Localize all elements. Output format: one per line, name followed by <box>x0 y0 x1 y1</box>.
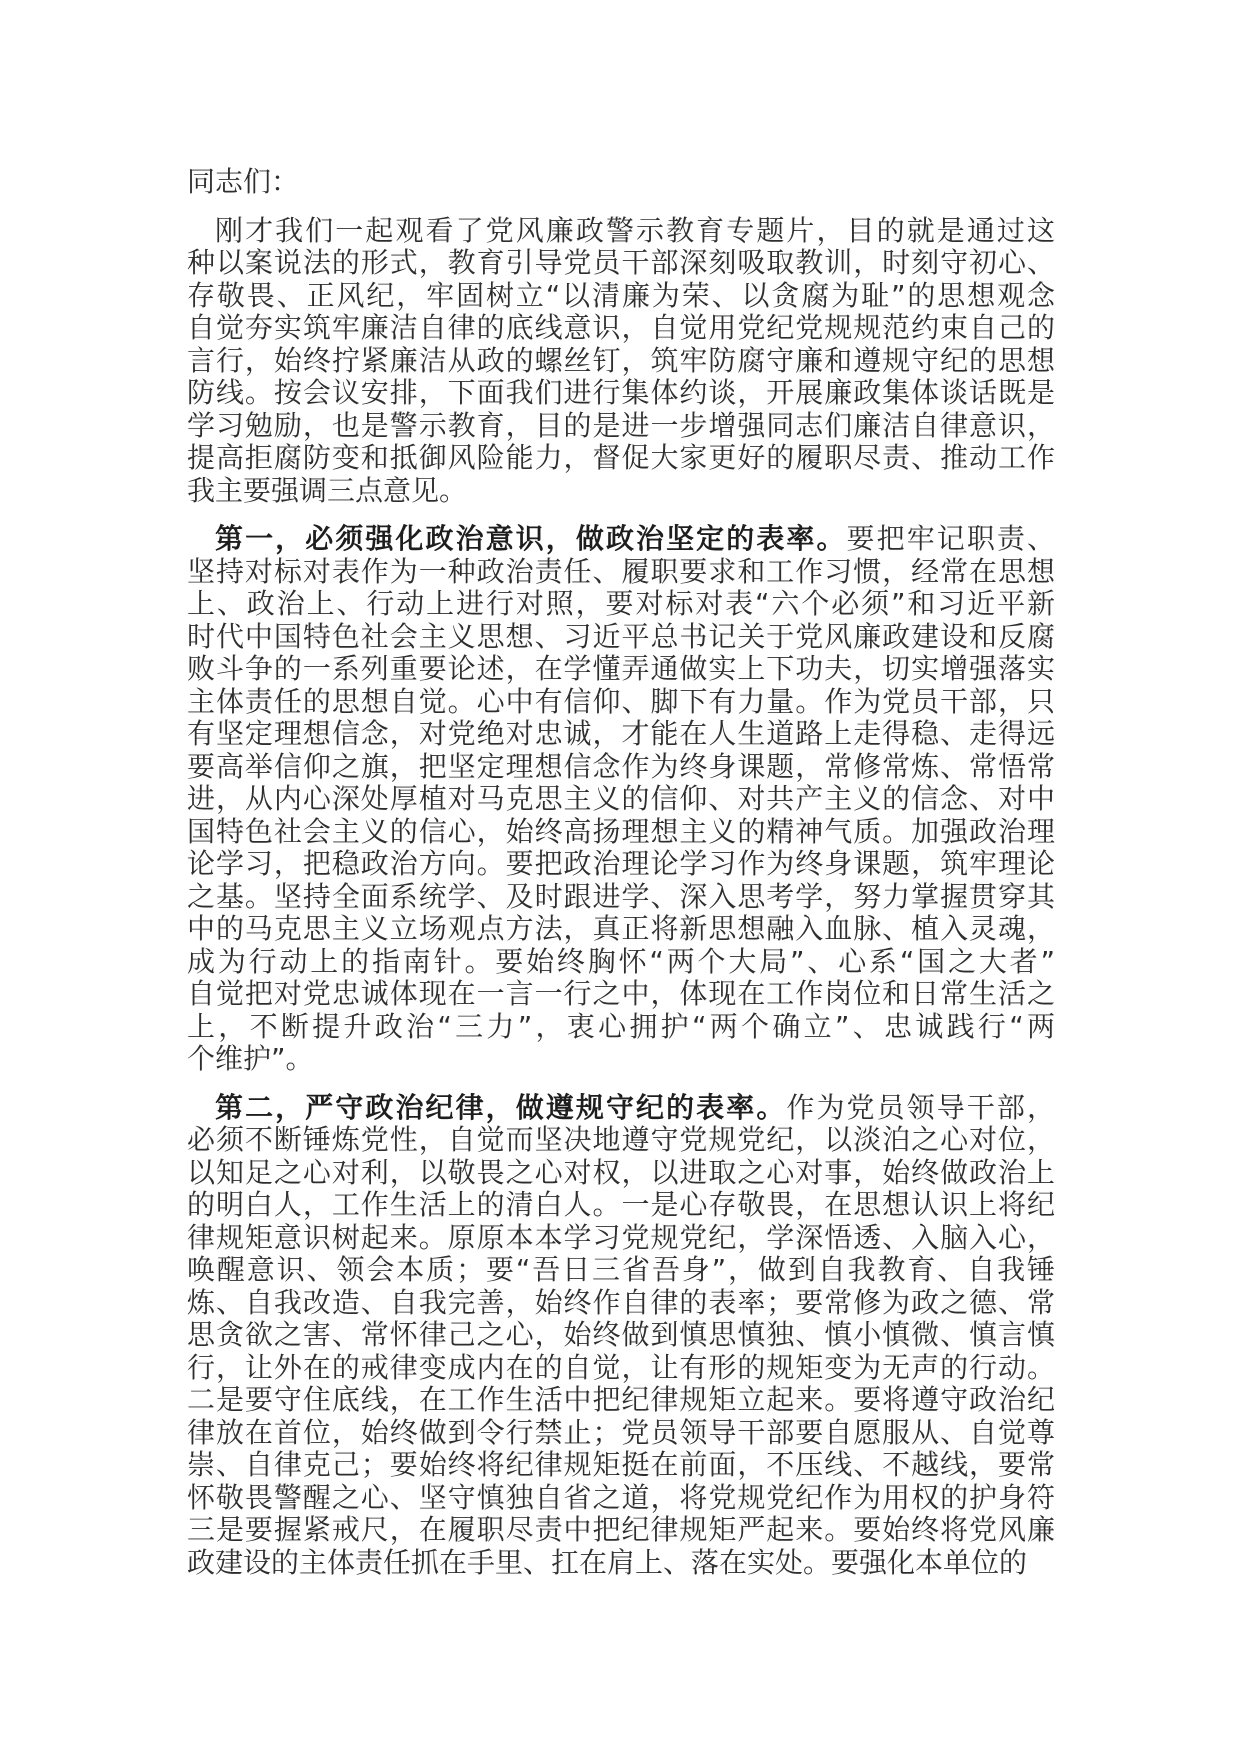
text-line <box>187 881 1055 914</box>
text-line <box>187 345 1055 378</box>
text-line <box>187 783 1055 816</box>
text-line <box>187 442 1055 475</box>
text-line <box>187 475 1055 508</box>
salutation: 同志们： <box>187 165 300 198</box>
text-line <box>187 653 1055 686</box>
text-line <box>187 946 1055 979</box>
line-text: 提高拒腐防变和抵御风险能力，督促大家更好的履职尽责、推动工作 <box>187 441 1055 474</box>
text-line <box>187 280 1055 313</box>
body-paragraph <box>187 1092 1055 1580</box>
line-text: 刚才我们一起观看了党风廉政警示教育专题片，目的就是通过这 <box>215 213 1055 247</box>
text-line <box>187 410 1055 443</box>
text-line <box>187 686 1055 719</box>
line-text: 主体责任的思想自觉。心中有信仰、脚下有力量。作为党员干部，只 <box>187 684 1055 718</box>
text-line <box>187 1449 1055 1482</box>
line-text: 有坚定理想信念，对党绝对忠诚，才能在人生道路上走得稳、走得远 <box>187 717 1055 750</box>
text-line <box>187 1514 1055 1547</box>
line-text: 坚持对标对表作为一种政治责任、履职要求和工作习惯，经常在思想 <box>187 554 1055 588</box>
line-text: 中的马克思主义立场观点方法，真正将新思想融入血脉、植入灵魂， <box>187 912 1055 945</box>
line-text: 国特色社会主义的信心，始终高扬理想主义的精神气质。加强政治理 <box>187 814 1055 848</box>
text-line <box>187 1043 1055 1076</box>
line-text: 我主要强调三点意见。 <box>187 473 468 507</box>
line-text: 二是要守住底线，在工作生活中把纪律规矩立起来。要将遵守政治纪 <box>187 1383 1055 1416</box>
line-text: 上，不断提升政治“三力”，衷心拥护“两个确立”、忠诚践行“两 <box>187 1009 1055 1043</box>
text-line <box>187 247 1055 280</box>
text-line <box>187 1157 1055 1190</box>
line-text: 防线。按会议安排，下面我们进行集体约谈，开展廉政集体谈话既是 <box>187 376 1055 409</box>
document-page <box>187 166 1055 1595</box>
body-paragraphs <box>187 215 1055 1580</box>
body-paragraph <box>187 523 1055 1076</box>
line-text: 上、政治上、行动上进行对照，要对标对表“六个必须”和习近平新 <box>187 587 1055 620</box>
text-line <box>187 1417 1055 1450</box>
text-line <box>187 718 1055 751</box>
text-line <box>187 1222 1055 1255</box>
text-line <box>187 848 1055 881</box>
line-text: 行，让外在的戒律变成内在的自觉，让有形的规矩变为无声的行动。 <box>187 1350 1055 1384</box>
line-text: 唤醒意识、领会本质；要“吾日三省吾身”，做到自我教育、自我锤 <box>187 1253 1055 1286</box>
line-text: 论学习，把稳政治方向。要把政治理论学习作为终身课题，筑牢理论 <box>187 847 1055 880</box>
line-text: 个维护”。 <box>187 1042 314 1075</box>
text-line <box>187 1011 1055 1044</box>
line-text: 存敬畏、正风纪，牢固树立“以清廉为荣、以贪腐为耻”的思想观念 <box>187 278 1055 312</box>
line-text: 败斗争的一系列重要论述，在学懂弄通做实上下功夫，切实增强落实 <box>187 652 1055 685</box>
line-text: 种以案说法的形式，教育引导党员干部深刻吸取教训，时刻守初心、 <box>187 246 1055 279</box>
text-line <box>187 1384 1055 1417</box>
text-line <box>187 523 1055 556</box>
text-line <box>187 1092 1055 1125</box>
text-line <box>187 1254 1055 1287</box>
section-heading: 第二，严守政治纪律，做遵规守纪的表率。 <box>215 1090 787 1124</box>
text-line <box>187 1319 1055 1352</box>
text-line <box>187 1547 1055 1580</box>
line-text: 之基。坚持全面系统学、及时跟进学、深入思考学，努力掌握贯穿其 <box>187 879 1055 913</box>
text-line <box>187 816 1055 849</box>
text-line <box>187 588 1055 621</box>
text-line <box>187 621 1055 654</box>
line-text: 的明白人，工作生活上的清白人。一是心存敬畏，在思想认识上将纪 <box>187 1188 1055 1221</box>
text-line <box>187 978 1055 1011</box>
text-line <box>187 1287 1055 1320</box>
text-line <box>187 1352 1055 1385</box>
line-text: 自觉夯实筑牢廉洁自律的底线意识，自觉用党纪党规规范约束自己的 <box>187 311 1055 344</box>
text-line <box>187 1124 1055 1157</box>
text-line <box>187 1482 1055 1515</box>
text-line <box>187 1189 1055 1222</box>
line-text: 政建设的主体责任抓在手里、扛在肩上、落在实处。要强化本单位的 <box>187 1545 1028 1579</box>
line-text: 进，从内心深处厚植对马克思主义的信仰、对共产主义的信念、对中 <box>187 782 1055 815</box>
body-paragraph <box>187 215 1055 508</box>
line-text: 三是要握紧戒尺，在履职尽责中把纪律规矩严起来。要始终将党风廉 <box>187 1513 1055 1546</box>
line-text: 时代中国特色社会主义思想、习近平总书记关于党风廉政建设和反腐 <box>187 619 1055 653</box>
salutation-paragraph <box>187 166 1055 199</box>
line-text: 言行，始终拧紧廉洁从政的螺丝钉，筑牢防腐守廉和遵规守纪的思想 <box>187 343 1055 377</box>
line-text: 律放在首位，始终做到令行禁止；党员领导干部要自愿服从、自觉尊 <box>187 1415 1055 1449</box>
text-line <box>187 556 1055 589</box>
line-text: 思贪欲之害、常怀律己之心，始终做到慎思慎独、慎小慎微、慎言慎 <box>187 1318 1055 1351</box>
line-text: 要把牢记职责、 <box>846 522 1055 555</box>
line-text: 学习勉励，也是警示教育，目的是进一步增强同志们廉洁自律意识， <box>187 408 1055 442</box>
line-text: 自觉把对党忠诚体现在一言一行之中，体现在工作岗位和日常生活之 <box>187 977 1055 1010</box>
text-line <box>187 913 1055 946</box>
section-heading: 第一，必须强化政治意识，做政治坚定的表率。 <box>215 522 847 555</box>
text-line <box>187 751 1055 784</box>
line-text: 炼、自我改造、自我完善，始终作自律的表率；要常修为政之德、常 <box>187 1285 1055 1319</box>
line-text: 作为党员领导干部， <box>786 1090 1055 1124</box>
text-line <box>187 377 1055 410</box>
line-text: 要高举信仰之旗，把坚定理想信念作为终身课题，常修常炼、常悟常 <box>187 749 1055 783</box>
line-text: 以知足之心对利，以敬畏之心对权，以进取之心对事，始终做政治上 <box>187 1155 1055 1189</box>
line-text: 成为行动上的指南针。要始终胸怀“两个大局”、心系“国之大者” <box>187 944 1055 978</box>
line-text: 崇、自律克己；要始终将纪律规矩挺在前面，不压线、不越线，要常 <box>187 1448 1055 1481</box>
text-line <box>187 312 1055 345</box>
line-text: 怀敬畏警醒之心、坚守慎独自省之道，将党规党纪作为用权的护身符 <box>187 1480 1055 1514</box>
line-text: 必须不断锤炼党性，自觉而坚决地遵守党规党纪，以淡泊之心对位， <box>187 1123 1055 1156</box>
line-text: 律规矩意识树起来。原原本本学习党规党纪，学深悟透、入脑入心， <box>187 1220 1055 1254</box>
text-line <box>187 215 1055 248</box>
